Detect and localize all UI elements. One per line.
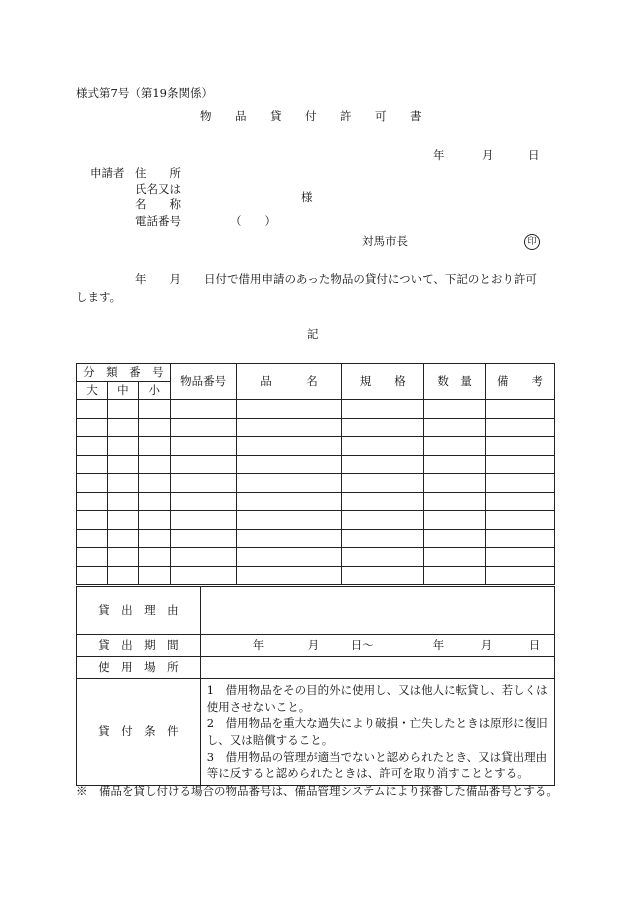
table-row (77, 400, 555, 419)
quantity-header: 数 量 (424, 364, 486, 400)
table-cell[interactable] (342, 437, 424, 456)
period-day-1: 日～ (350, 637, 374, 652)
table-cell[interactable] (77, 566, 108, 585)
table-cell[interactable] (342, 511, 424, 530)
period-month-1: 月 (307, 637, 320, 652)
table-cell[interactable] (77, 400, 108, 419)
table-cell[interactable] (107, 474, 138, 493)
table-cell[interactable] (236, 455, 342, 474)
table-row (77, 529, 555, 548)
table-cell[interactable] (170, 566, 236, 585)
table-cell[interactable] (77, 548, 108, 567)
period-year-1: 年 (252, 637, 265, 652)
table-cell[interactable] (77, 529, 108, 548)
table-cell[interactable] (170, 511, 236, 530)
ki-label: 記 (307, 327, 319, 341)
table-cell[interactable] (236, 492, 342, 511)
period-label: 貸 出 期 間 (77, 635, 201, 657)
period-year-2: 年 (432, 637, 445, 652)
table-cell[interactable] (170, 548, 236, 567)
remarks-header: 備 考 (486, 364, 555, 400)
table-cell[interactable] (77, 455, 108, 474)
condition-2: 2 借用物品を重大な過失により破損・亡失したときは原形に復旧し、又は賠償すること。 (206, 716, 548, 748)
table-cell[interactable] (236, 566, 342, 585)
table-cell[interactable] (486, 418, 555, 437)
table-cell[interactable] (342, 400, 424, 419)
table-cell[interactable] (342, 566, 424, 585)
table-cell[interactable] (138, 566, 170, 585)
table-cell[interactable] (107, 455, 138, 474)
table-cell[interactable] (424, 566, 486, 585)
spec-header: 規 格 (342, 364, 424, 400)
table-cell[interactable] (77, 418, 108, 437)
table-cell[interactable] (138, 418, 170, 437)
items-table (76, 363, 555, 585)
sama-label: 様 (301, 190, 313, 204)
table-cell[interactable] (236, 529, 342, 548)
form-number: 様式第7号（第19条関係） (76, 86, 213, 100)
date-month: 月 (482, 148, 494, 162)
footnote: ※ 備品を貸し付ける場合の物品番号は、備品管理システムにより採番した備品番号とする。 (76, 784, 558, 798)
table-cell[interactable] (107, 418, 138, 437)
name-label-1: 氏名又は (135, 182, 181, 196)
table-row (77, 548, 555, 567)
table-cell[interactable] (138, 400, 170, 419)
table-cell[interactable] (138, 474, 170, 493)
table-cell[interactable] (107, 511, 138, 530)
table-cell[interactable] (170, 474, 236, 493)
table-cell[interactable] (107, 566, 138, 585)
body-line-2: します。 (76, 290, 122, 304)
table-cell[interactable] (424, 548, 486, 567)
reason-field[interactable] (200, 587, 554, 635)
table-cell[interactable] (342, 455, 424, 474)
table-cell[interactable] (342, 418, 424, 437)
class-number-header: 分 類 番 号 (77, 364, 171, 382)
table-cell[interactable] (138, 529, 170, 548)
class-small-header: 小 (138, 382, 170, 400)
table-cell[interactable] (236, 511, 342, 530)
table-cell[interactable] (107, 437, 138, 456)
table-cell[interactable] (424, 511, 486, 530)
loan-details-table (76, 586, 555, 786)
table-row (77, 492, 555, 511)
name-label-2: 名 称 (135, 197, 181, 211)
seal-icon: 印 (524, 234, 540, 250)
table-cell[interactable] (486, 474, 555, 493)
table-cell[interactable] (138, 455, 170, 474)
table-cell[interactable] (170, 437, 236, 456)
table-cell[interactable] (77, 474, 108, 493)
table-cell[interactable] (342, 529, 424, 548)
table-cell[interactable] (424, 418, 486, 437)
table-cell[interactable] (486, 400, 555, 419)
body-line-1: 年 月 日付で借用申請のあった物品の貸付について、下記のとおり許可 (135, 272, 537, 286)
issuer-label: 対馬市長 (362, 234, 408, 248)
table-row (77, 437, 555, 456)
table-cell[interactable] (138, 437, 170, 456)
table-row (77, 455, 555, 474)
table-cell[interactable] (486, 492, 555, 511)
table-cell[interactable] (236, 400, 342, 419)
period-field[interactable] (200, 635, 554, 657)
date-year: 年 (433, 148, 445, 162)
class-large-header: 大 (77, 382, 108, 400)
item-name-header: 品 名 (236, 364, 342, 400)
table-cell[interactable] (236, 418, 342, 437)
table-cell[interactable] (170, 400, 236, 419)
table-cell[interactable] (170, 455, 236, 474)
table-cell[interactable] (236, 548, 342, 567)
table-cell[interactable] (424, 529, 486, 548)
reason-label: 貸 出 理 由 (77, 587, 201, 635)
table-cell[interactable] (170, 418, 236, 437)
table-row (77, 418, 555, 437)
document-title: 物 品 貸 付 許 可 書 (200, 109, 428, 123)
address-label: 住 所 (135, 166, 181, 180)
table-cell[interactable] (486, 437, 555, 456)
applicant-label: 申請者 (90, 166, 125, 180)
condition-1: 1 借用物品をその目的外に使用し、又は他人に転貸し、若しくは使用させないこと。 (206, 683, 548, 714)
table-cell[interactable] (486, 566, 555, 585)
table-cell[interactable] (236, 437, 342, 456)
table-cell[interactable] (342, 548, 424, 567)
table-cell[interactable] (486, 548, 555, 567)
table-cell[interactable] (486, 529, 555, 548)
table-cell[interactable] (77, 437, 108, 456)
table-cell[interactable] (424, 492, 486, 511)
table-cell[interactable] (236, 474, 342, 493)
class-medium-header: 中 (107, 382, 138, 400)
phone-paren: （ ） (230, 214, 276, 228)
table-row (77, 474, 555, 493)
table-cell[interactable] (170, 492, 236, 511)
table-cell[interactable] (424, 455, 486, 474)
table-cell[interactable] (77, 511, 108, 530)
table-cell[interactable] (107, 529, 138, 548)
table-cell[interactable] (486, 455, 555, 474)
date-day: 日 (528, 148, 540, 162)
table-cell[interactable] (170, 529, 236, 548)
table-cell[interactable] (107, 400, 138, 419)
place-label: 使 用 場 所 (77, 657, 201, 679)
table-row (77, 566, 555, 585)
table-cell[interactable] (424, 400, 486, 419)
table-cell[interactable] (424, 474, 486, 493)
table-cell[interactable] (77, 492, 108, 511)
table-cell[interactable] (424, 437, 486, 456)
item-number-header: 物品番号 (170, 364, 236, 400)
period-month-2: 月 (480, 637, 493, 652)
period-day-2: 日 (528, 637, 541, 652)
table-cell[interactable] (138, 548, 170, 567)
conditions-list (200, 679, 554, 786)
table-cell[interactable] (138, 492, 170, 511)
table-cell[interactable] (107, 492, 138, 511)
table-cell[interactable] (486, 511, 555, 530)
table-cell[interactable] (107, 548, 138, 567)
place-field[interactable] (200, 657, 554, 679)
table-cell[interactable] (138, 511, 170, 530)
condition-3: 3 借用物品の管理が適当でないと認められたとき、又は貸出理由等に反すると認められたときは、許可を取り消すこととする。 (206, 749, 548, 781)
table-row (77, 511, 555, 530)
conditions-label: 貸 付 条 件 (77, 679, 201, 786)
phone-label: 電話番号 (135, 214, 181, 228)
table-cell[interactable] (342, 474, 424, 493)
table-cell[interactable] (342, 492, 424, 511)
